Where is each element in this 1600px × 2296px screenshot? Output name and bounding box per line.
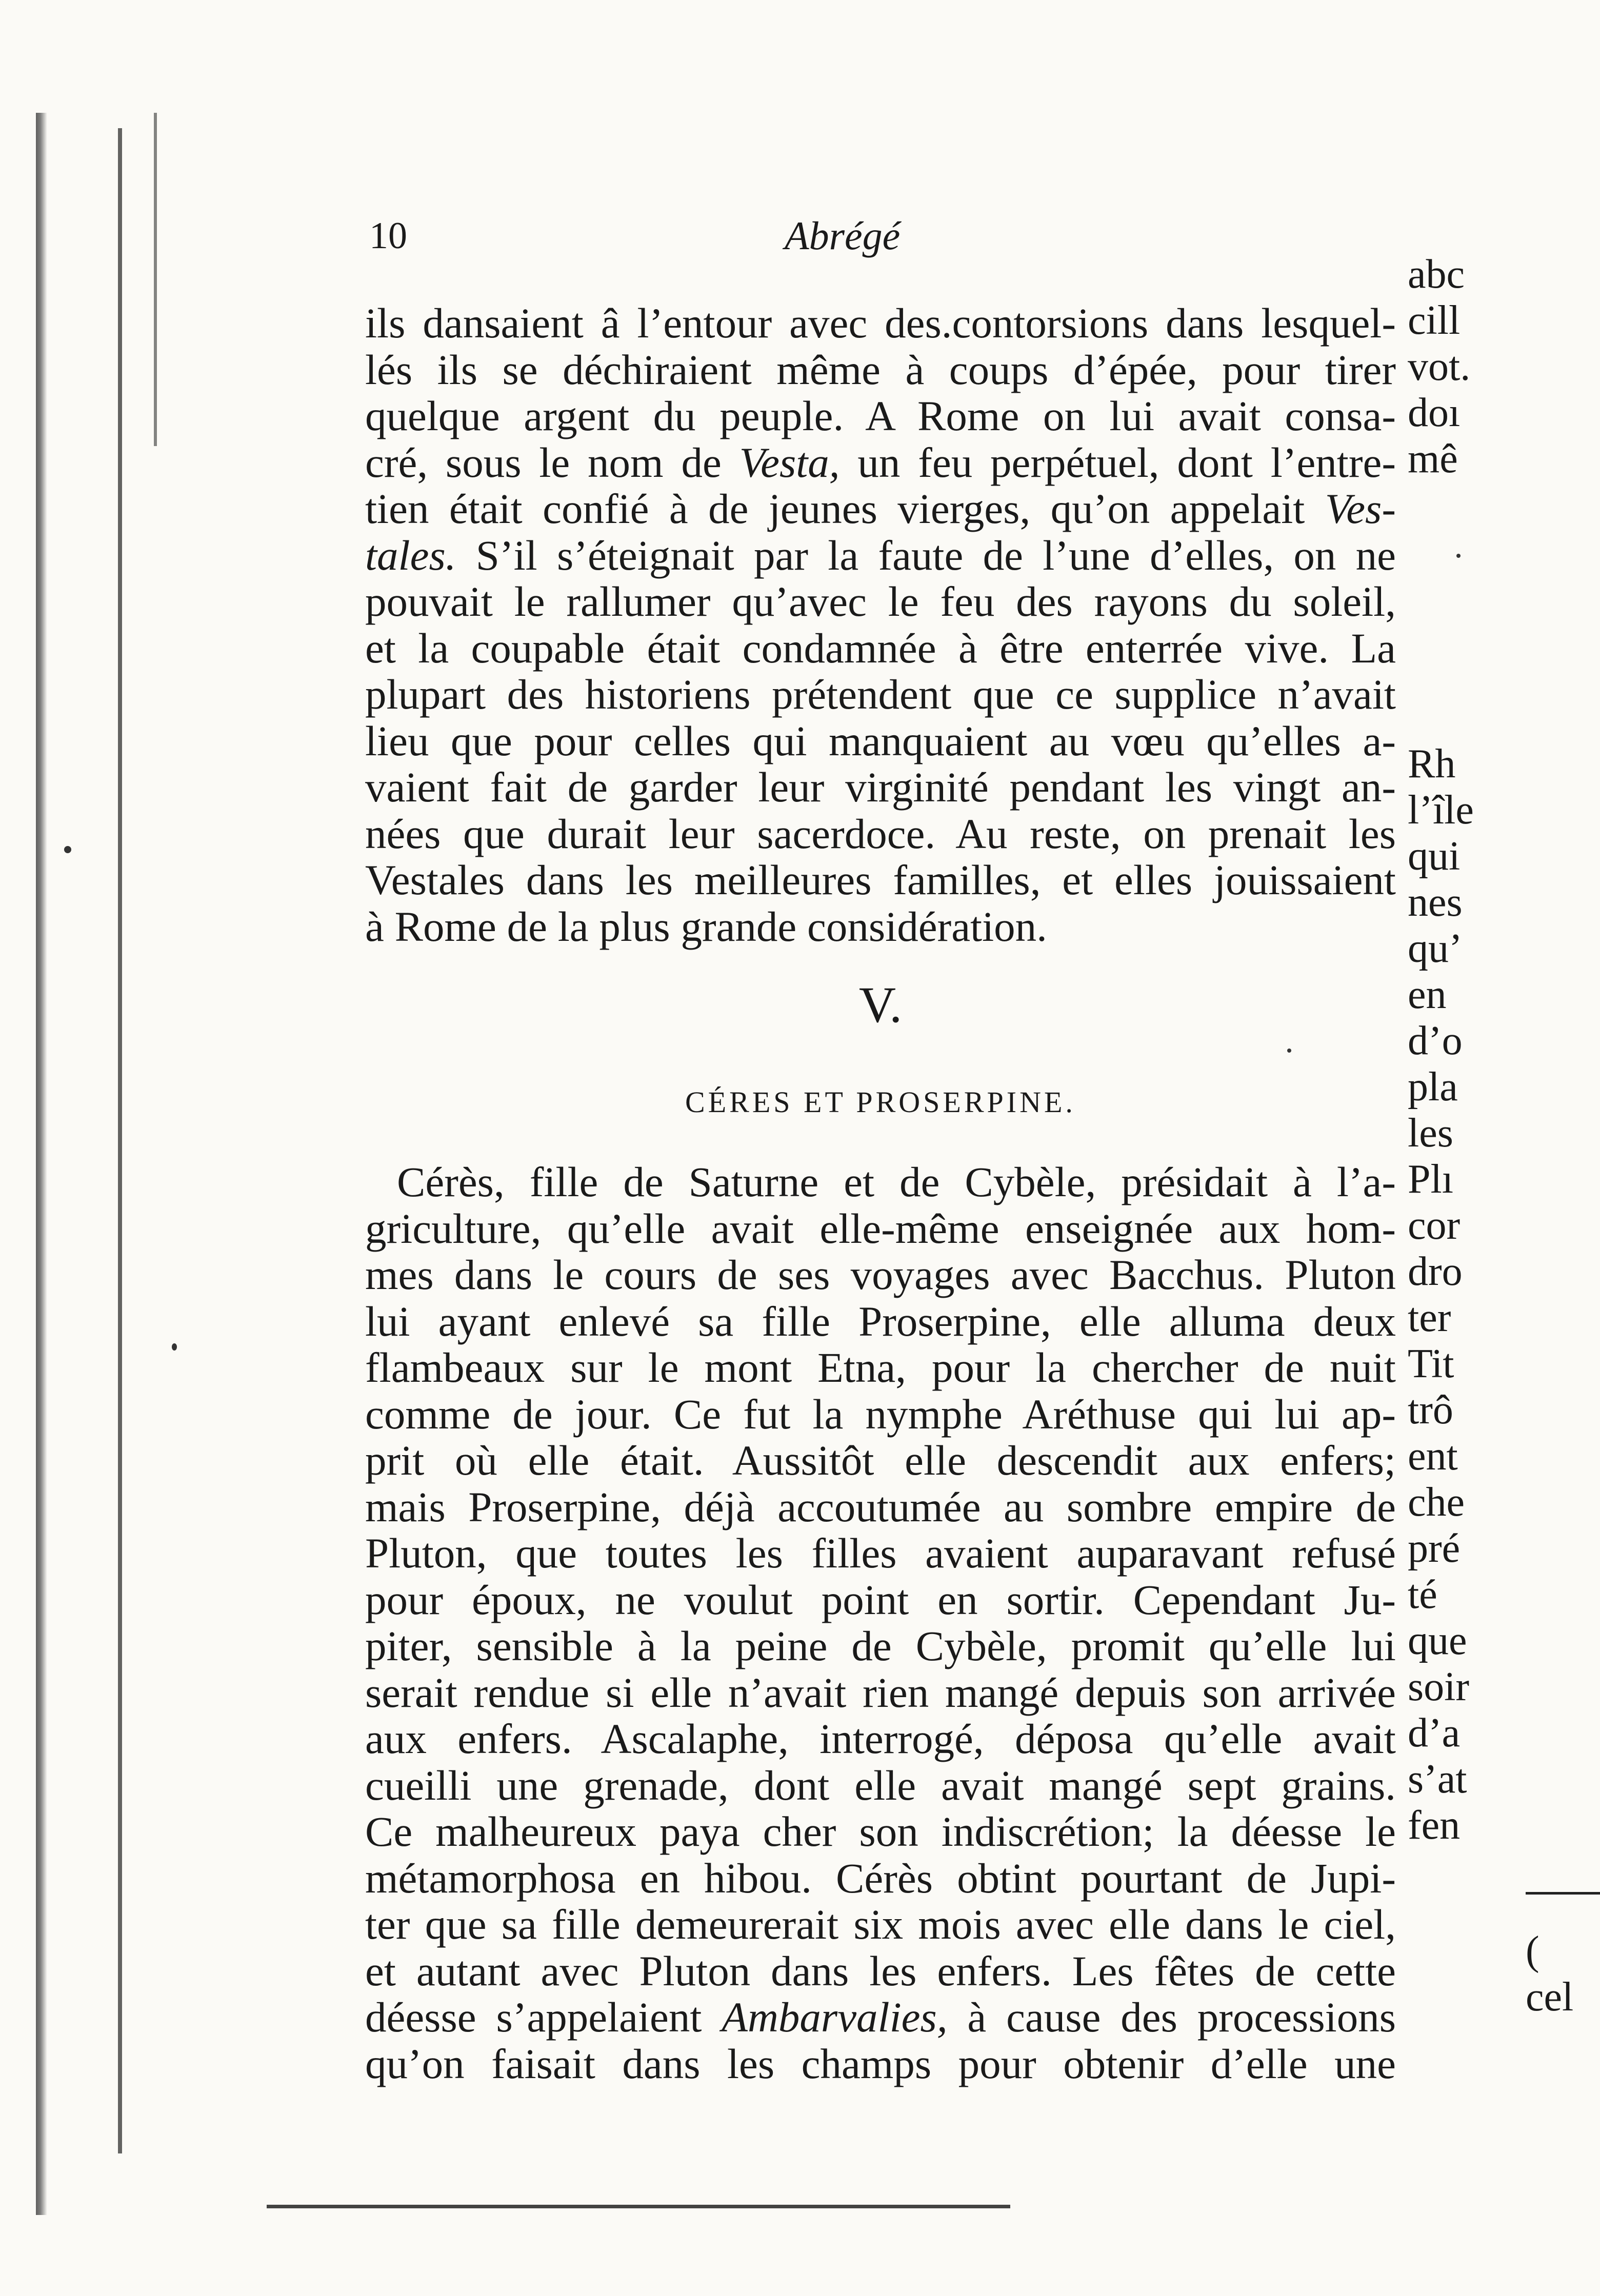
- text-line: cueilli une grenade, dont elle avait mangé sept grains.: [365, 1761, 1396, 1809]
- text-line: piter, sensible à la peine de Cybèle, promit qu’elle lui: [365, 1622, 1396, 1669]
- scan-speck: [1456, 554, 1461, 558]
- margin-fragment: d’o: [1408, 1018, 1463, 1063]
- paragraph-vesta: [365, 300, 1396, 950]
- margin-fragment: ent: [1408, 1434, 1458, 1479]
- margin-fragment: s’at: [1408, 1757, 1467, 1802]
- margin-fragment: cel: [1526, 1975, 1574, 2020]
- text-line: pouvait le rallumer qu’avec le feu des rayons du soleil,: [365, 578, 1396, 625]
- text-line: et autant avec Pluton dans les enfers. Les fêtes de cette: [365, 1947, 1396, 1995]
- text-line: qu’on faisait dans les champs pour obtenir d’elle une: [365, 2040, 1396, 2087]
- page-header: [369, 208, 1395, 264]
- text-line: tien était confié à de jeunes vierges, qu’on appelait Ves-: [365, 485, 1396, 532]
- text-line: vaient fait de garder leur virginité pendant les vingt an-: [365, 763, 1396, 811]
- text-line: Ce malheureux paya cher son indiscrétion; la déesse le: [365, 1808, 1396, 1855]
- binding-shadow: [36, 113, 47, 2215]
- margin-fragment: pré: [1408, 1526, 1461, 1571]
- text-line: prit où elle était. Aussitôt elle descendit aux enfers;: [365, 1437, 1396, 1484]
- margin-fragment: Tit: [1408, 1341, 1454, 1386]
- binding-edge-mark: [154, 113, 157, 446]
- margin-fragment: vot.: [1408, 344, 1471, 389]
- text-line: lieu que pour celles qui manquaient au vœu qu’elles a-: [365, 717, 1396, 764]
- margin-fragment: d’a: [1408, 1710, 1461, 1756]
- adjacent-page-footnote: [1526, 1928, 1600, 2020]
- margin-fragment: té: [1408, 1572, 1437, 1617]
- scan-speck: [172, 1343, 177, 1351]
- page-number: 10: [369, 215, 407, 257]
- text-line: flambeaux sur le mont Etna, pour la chercher de nuit: [365, 1344, 1396, 1391]
- scan-speck: [1287, 1049, 1291, 1053]
- margin-fragment: fen: [1408, 1803, 1461, 1848]
- text-line: nées que durait leur sacerdoce. Au reste, on prenait les: [365, 810, 1396, 857]
- text-line: cré, sous le nom de Vesta, un feu perpétuel, dont l’entre-: [365, 438, 1396, 486]
- margin-fragment: che: [1408, 1480, 1465, 1525]
- margin-fragment: ter: [1408, 1295, 1451, 1340]
- margin-fragment: cill: [1408, 298, 1461, 343]
- text-line: et la coupable était condamnée à être enterrée vive. La: [365, 624, 1396, 672]
- text-line: ter que sa fille demeurerait six mois avec elle dans le ciel,: [365, 1901, 1396, 1948]
- text-line: pour époux, ne voulut point en sortir. Cependant Ju-: [365, 1576, 1396, 1623]
- margin-fragment: doı: [1408, 390, 1461, 435]
- text-line: ils dansaient â l’entour avec des.contorsions dans lesquel-: [365, 299, 1396, 347]
- margin-fragment: nes: [1408, 880, 1463, 925]
- margin-fragment: que: [1408, 1618, 1467, 1663]
- text-line: comme de jour. Ce fut la nymphe Aréthuse qui lui ap-: [365, 1390, 1396, 1438]
- text-line: griculture, qu’elle avait elle-même enseignée aux hom-: [365, 1204, 1396, 1252]
- adjacent-page-fragments-top: [1408, 251, 1600, 482]
- text-line: Pluton, que toutes les filles avaient auparavant refusé: [365, 1529, 1396, 1577]
- margin-fragment: Plı: [1408, 1157, 1453, 1202]
- margin-fragment: abc: [1408, 252, 1465, 297]
- margin-fragment: pla: [1408, 1064, 1458, 1110]
- text-line: Vestales dans les meilleures familles, et elles jouissaient: [365, 856, 1396, 903]
- margin-fragment: qu’: [1408, 926, 1463, 971]
- text-line: plupart des historiens prétendent que ce supplice n’avait: [365, 671, 1396, 718]
- text-line: déesse s’appelaient Ambarvalies, à cause des processions: [365, 1993, 1396, 2041]
- running-head: Abrégé: [785, 213, 901, 258]
- section-title: CÉRES ET PROSERPINE.: [685, 1085, 1076, 1119]
- scan-speck: [64, 846, 71, 853]
- text-line: mes dans le cours de ses voyages avec Bacchus. Pluton: [365, 1251, 1396, 1298]
- text-line: tales. S’il s’éteignait par la faute de l’une d’elles, on ne: [365, 531, 1396, 579]
- bottom-edge-line: [267, 2205, 1010, 2208]
- text-line: serait rendue si elle n’avait rien mangé depuis son arrivée: [365, 1668, 1396, 1716]
- adjacent-page-fragments-bottom: [1408, 741, 1600, 1848]
- text-line: quelque argent du peuple. A Rome on lui avait consa-: [365, 392, 1396, 439]
- text-line: mais Proserpine, déjà accoutumée au sombre empire de: [365, 1483, 1396, 1530]
- margin-fragment: l’île: [1408, 788, 1474, 833]
- text-line: lés ils se déchiraient même à coups d’épée, pour tirer: [365, 346, 1396, 393]
- margin-fragment: (: [1526, 1928, 1539, 1973]
- margin-fragment: soir: [1408, 1664, 1469, 1709]
- text-line: à Rome de la plus grande considération.: [365, 902, 1047, 950]
- margin-fragment: cor: [1408, 1203, 1461, 1248]
- text-line: métamorphosa en hibou. Cérès obtint pourtant de Jupi-: [365, 1854, 1396, 1902]
- text-line: aux enfers. Ascalaphe, interrogé, déposa qu’elle avait: [365, 1715, 1396, 1762]
- section-number: V.: [858, 976, 903, 1033]
- margin-fragment: Rh: [1408, 741, 1456, 787]
- margin-fragment: les: [1408, 1111, 1453, 1156]
- adjacent-page-rule: [1526, 1892, 1600, 1895]
- margin-fragment: mê: [1408, 436, 1458, 481]
- margin-fragment: qui: [1408, 834, 1461, 879]
- paragraph-ceres: [365, 1159, 1396, 2087]
- binding-edge-line: [118, 128, 122, 2153]
- text-line: Cérès, fille de Saturne et de Cybèle, présidait à l’a-: [397, 1158, 1396, 1205]
- margin-fragment: trô: [1408, 1387, 1453, 1433]
- text-line: lui ayant enlevé sa fille Proserpine, elle alluma deux: [365, 1297, 1396, 1345]
- margin-fragment: dro: [1408, 1249, 1463, 1294]
- margin-fragment: en: [1408, 972, 1447, 1017]
